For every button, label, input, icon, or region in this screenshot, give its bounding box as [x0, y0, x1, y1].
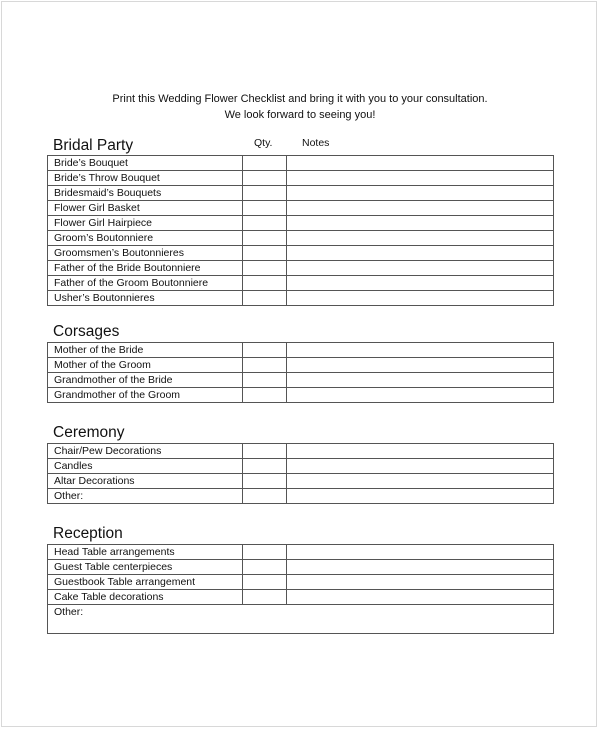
section-title-reception: Reception — [53, 525, 123, 542]
notes-field[interactable] — [287, 171, 554, 186]
section-title-corsages: Corsages — [53, 323, 120, 340]
notes-field[interactable] — [287, 201, 554, 216]
notes-field[interactable] — [287, 489, 554, 504]
item-label: Other: — [48, 489, 243, 504]
checklist-row — [48, 186, 554, 201]
notes-field[interactable] — [287, 560, 554, 575]
other-notes-field[interactable]: Other: — [48, 605, 554, 634]
qty-field[interactable] — [243, 444, 287, 459]
notes-field[interactable] — [287, 216, 554, 231]
column-header-qty: Qty. — [254, 137, 273, 149]
item-label: Bride’s Bouquet — [48, 156, 243, 171]
checklist-row — [48, 545, 554, 560]
item-label: Guest Table centerpieces — [48, 560, 243, 575]
checklist-row — [48, 444, 554, 459]
item-label: Mother of the Bride — [48, 343, 243, 358]
notes-field[interactable] — [287, 246, 554, 261]
notes-field[interactable] — [287, 474, 554, 489]
item-label: Guestbook Table arrangement — [48, 575, 243, 590]
qty-field[interactable] — [243, 489, 287, 504]
qty-field[interactable] — [243, 560, 287, 575]
item-label: Grandmother of the Bride — [48, 373, 243, 388]
qty-field[interactable] — [243, 171, 287, 186]
item-label: Candles — [48, 459, 243, 474]
qty-field[interactable] — [243, 358, 287, 373]
intro-line-2: We look forward to seeing you! — [224, 109, 376, 121]
notes-field[interactable] — [287, 291, 554, 306]
checklist-row — [48, 156, 554, 171]
corsages-table — [47, 342, 554, 403]
notes-field[interactable] — [287, 444, 554, 459]
qty-field[interactable] — [243, 156, 287, 171]
bridal-party-table — [47, 155, 554, 306]
section-title-ceremony: Ceremony — [53, 424, 125, 441]
qty-field[interactable] — [243, 474, 287, 489]
item-label: Flower Girl Basket — [48, 201, 243, 216]
item-label: Groom’s Boutonniere — [48, 231, 243, 246]
intro-line-1: Print this Wedding Flower Checklist and bring it with you to your consultation. — [112, 93, 488, 105]
column-header-notes: Notes — [302, 137, 330, 149]
qty-field[interactable] — [243, 388, 287, 403]
section-title-bridal-party: Bridal Party — [53, 137, 134, 154]
checklist-row — [48, 276, 554, 291]
qty-field[interactable] — [243, 373, 287, 388]
checklist-row — [48, 575, 554, 590]
checklist-row — [48, 489, 554, 504]
notes-field[interactable] — [287, 388, 554, 403]
item-label: Usher’s Boutonnieres — [48, 291, 243, 306]
item-label: Bride’s Throw Bouquet — [48, 171, 243, 186]
item-label: Father of the Groom Boutonniere — [48, 276, 243, 291]
item-label: Flower Girl Hairpiece — [48, 216, 243, 231]
item-label: Father of the Bride Boutonniere — [48, 261, 243, 276]
item-label: Bridesmaid’s Bouquets — [48, 186, 243, 201]
notes-field[interactable] — [287, 373, 554, 388]
item-label: Mother of the Groom — [48, 358, 243, 373]
checklist-row — [48, 261, 554, 276]
checklist-row — [48, 343, 554, 358]
qty-field[interactable] — [243, 231, 287, 246]
qty-field[interactable] — [243, 276, 287, 291]
qty-field[interactable] — [243, 545, 287, 560]
checklist-row — [48, 201, 554, 216]
notes-field[interactable] — [287, 575, 554, 590]
checklist-row — [48, 373, 554, 388]
notes-field[interactable] — [287, 343, 554, 358]
notes-field[interactable] — [287, 186, 554, 201]
qty-field[interactable] — [243, 201, 287, 216]
qty-field[interactable] — [243, 590, 287, 605]
notes-field[interactable] — [287, 261, 554, 276]
qty-field[interactable] — [243, 261, 287, 276]
item-label: Altar Decorations — [48, 474, 243, 489]
qty-field[interactable] — [243, 246, 287, 261]
checklist-row — [48, 358, 554, 373]
qty-field[interactable] — [243, 216, 287, 231]
qty-field[interactable] — [243, 343, 287, 358]
checklist-row — [48, 590, 554, 605]
checklist-row — [48, 216, 554, 231]
qty-field[interactable] — [243, 186, 287, 201]
notes-field[interactable] — [287, 545, 554, 560]
checklist-row — [48, 291, 554, 306]
checklist-row — [48, 246, 554, 261]
checklist-row — [48, 459, 554, 474]
checklist-row — [48, 560, 554, 575]
notes-field[interactable] — [287, 156, 554, 171]
notes-field[interactable] — [287, 231, 554, 246]
reception-other-row — [48, 605, 554, 634]
qty-field[interactable] — [243, 291, 287, 306]
item-label: Groomsmen’s Boutonnieres — [48, 246, 243, 261]
qty-field[interactable] — [243, 459, 287, 474]
item-label: Chair/Pew Decorations — [48, 444, 243, 459]
qty-field[interactable] — [243, 575, 287, 590]
item-label: Grandmother of the Groom — [48, 388, 243, 403]
notes-field[interactable] — [287, 590, 554, 605]
notes-field[interactable] — [287, 459, 554, 474]
checklist-row — [48, 171, 554, 186]
checklist-row — [48, 231, 554, 246]
notes-field[interactable] — [287, 358, 554, 373]
ceremony-table — [47, 443, 554, 504]
notes-field[interactable] — [287, 276, 554, 291]
checklist-row — [48, 388, 554, 403]
reception-table — [47, 544, 554, 634]
checklist-row — [48, 474, 554, 489]
item-label: Cake Table decorations — [48, 590, 243, 605]
item-label: Head Table arrangements — [48, 545, 243, 560]
